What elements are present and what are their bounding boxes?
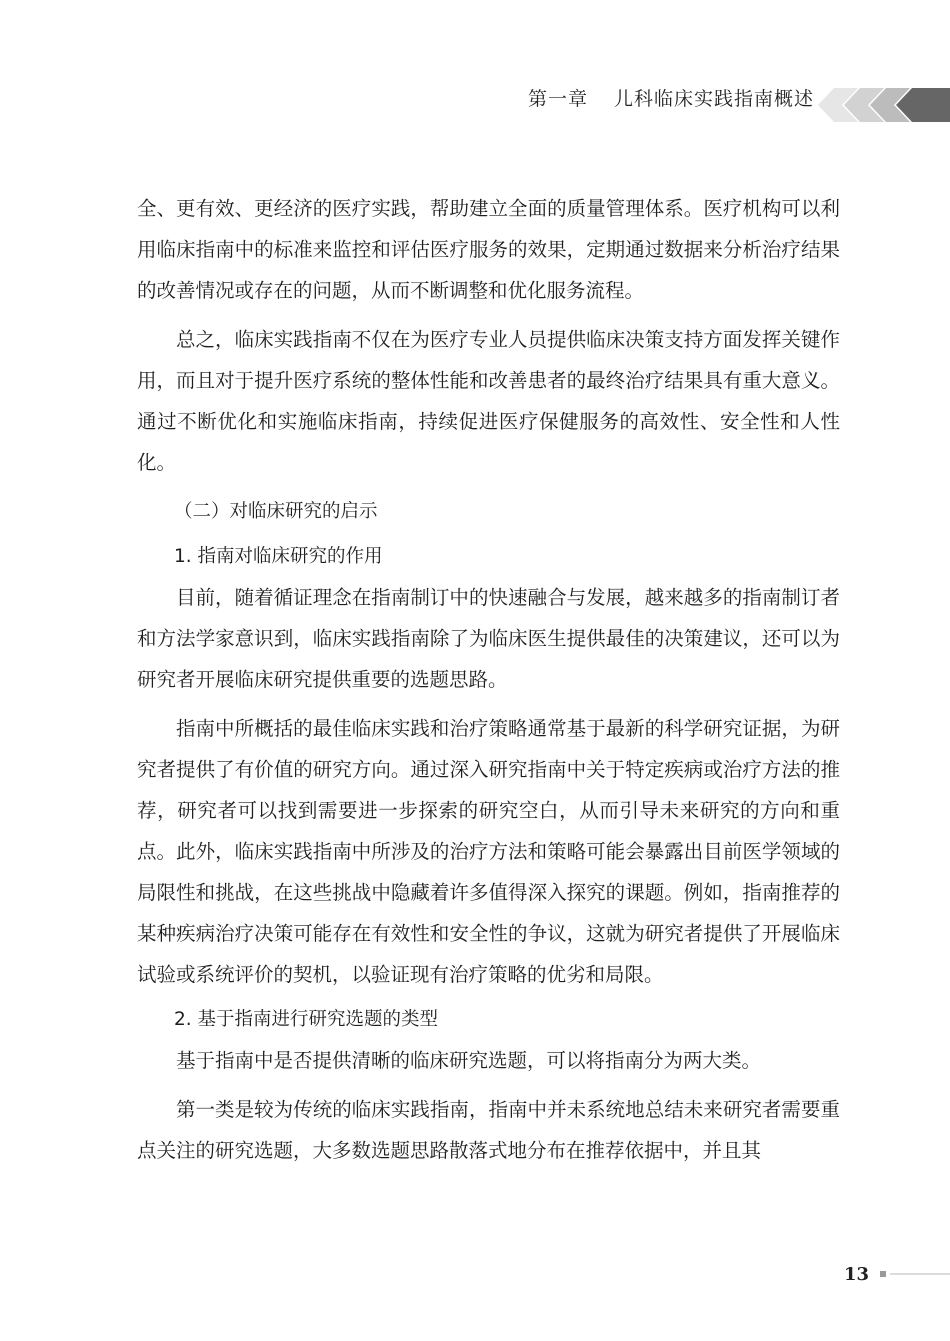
header-chapter-title: 儿科临床实践指南概述 xyxy=(613,88,814,110)
paragraph: 全、更有效、更经济的医疗实践，帮助建立全面的质量管理体系。医疗机构可以利用临床指南中的标准来监控和评估医疗服务的效果，定期通过数据来分析治疗结果的改善情况或存在的问题，从而不断调整和优化服务流程。 xyxy=(137,197,840,302)
running-header xyxy=(0,80,950,120)
paragraph: 基于指南中是否提供清晰的临床研究选题，可以将指南分为两大类。 xyxy=(176,1049,762,1072)
paragraph: 总之，临床实践指南不仅在为医疗专业人员提供临床决策支持方面发挥关键作用，而且对于提升医疗系统的整体性能和改善患者的最终治疗结果具有重大意义。通过不断优化和实施临床指南，持续促进医疗保健服务的高效性、安全性和人性化。 xyxy=(137,328,840,474)
footer-square xyxy=(880,1271,886,1277)
paragraph: 第一类是较为传统的临床实践指南，指南中并未系统地总结未来研究者需要重点关注的研究选题，大多数选题思路散落式地分布在推荐依据中，并且其 xyxy=(137,1098,840,1162)
header-chapter: 第一章 xyxy=(527,88,588,110)
page-body xyxy=(137,188,840,1171)
section-heading: （二）对临床研究的启示 xyxy=(174,501,378,522)
paragraph: 指南中所概括的最佳临床实践和治疗策略通常基于最新的科学研究证据，为研究者提供了有价值的研究方向。通过深入研究指南中关于特定疾病或治疗方法的推荐，研究者可以找到需要进一步探索的研究空白，从而引导未来研究的方向和重点。此外，临床实践指南中所涉及的治疗方法和策略可能会暴露出目前医学领域的局限性和挑战，在这些挑战中隐藏着许多值得深入探究的课题。例如，指南推荐的某种疾病治疗决策可能存在有效性和安全性的争议，这就为研究者提供了开展临床试验或系统评价的契机，以验证现有治疗策略的优劣和局限。 xyxy=(137,717,840,986)
header-title xyxy=(528,84,814,111)
page-number: 13 xyxy=(844,1264,870,1285)
subsection-heading: 2. 基于指南进行研究选题的类型 xyxy=(174,1009,439,1030)
footer-bar xyxy=(890,1273,950,1275)
subsection-heading: 1. 指南对临床研究的作用 xyxy=(174,546,383,567)
footer-decoration xyxy=(876,1270,950,1280)
paragraph: 目前，随着循证理念在指南制订中的快速融合与发展，越来越多的指南制订者和方法学家意识到，临床实践指南除了为临床医生提供最佳的决策建议，还可以为研究者开展临床研究提供重要的选题思路。 xyxy=(137,586,840,691)
header-chevron-decoration xyxy=(818,88,950,122)
